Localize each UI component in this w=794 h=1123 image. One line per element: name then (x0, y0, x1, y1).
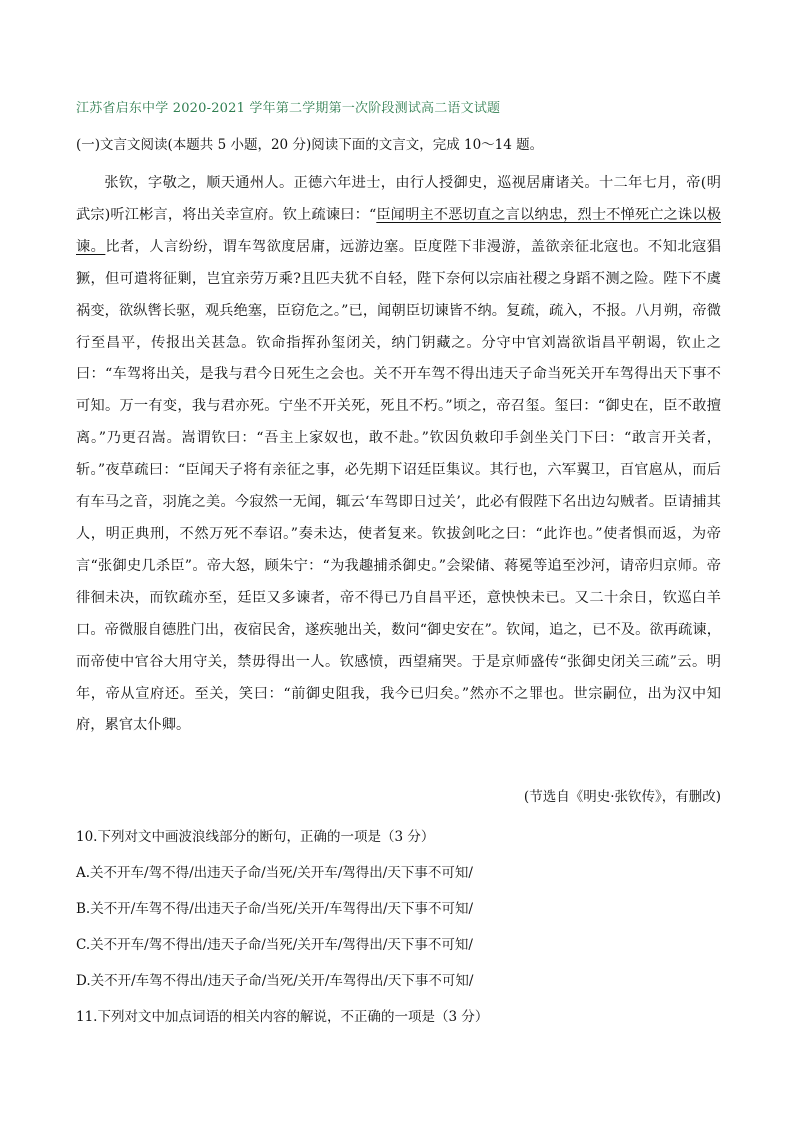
passage-text-before: 张钦，字敬之，顺天通州人。正德六年进士，由行人授御史，巡视居庸诸关。十二年七月，帝(明武宗)听江彬言，将出关幸宣府。钦上疏谏曰：“ (76, 175, 721, 223)
question-10-option-b: B.关不开/车驾不得/出违天子命/当死/关开/车驾得出/天下事不可知/ (76, 901, 474, 917)
question-10-option-d: D.关不开/车驾不得出/违天子命/当死/关开/车驾得出/天下事不可知/ (76, 973, 474, 989)
question-10-stem: 10.下列对文中画波浪线部分的断句，正确的一项是（3 分） (76, 829, 435, 845)
passage-underlined-sentence: 臣闻明主不恶切直之言以纳忠，烈士不惮死亡之诛以极谏。 (76, 206, 721, 255)
passage-source: (节选自《明史·张钦传》，有删改) (523, 789, 721, 805)
section-heading: (一)文言文阅读(本题共 5 小题，20 分)阅读下面的文言文，完成 10～14 题。 (76, 137, 544, 153)
question-11-stem: 11.下列对文中加点词语的相关内容的解说，不正确的一项是（3 分） (76, 1009, 489, 1025)
question-10-option-a: A.关不开车/驾不得/出违天子命/当死/关开车/驾得出/天下事不可知/ (76, 865, 473, 881)
question-10-option-c: C.关不开车/驾不得出/违天子命/当死/关开车/驾得出/天下事不可知/ (76, 937, 473, 953)
classical-chinese-passage (76, 168, 721, 742)
exam-title: 江苏省启东中学 2020-2021 学年第二学期第一次阶段测试高二语文试题 (76, 101, 501, 116)
passage-text-after: 比者，人言纷纷，谓车驾欲度居庸，远游边塞。臣度陛下非漫游，盖欲亲征北寇也。不知北寇猖獗，但可遣将征剿，岂宜亲劳万乘?且匹夫犹不自轻，陛下奈何以宗庙社稷之身蹈不测之险。陛下不虞祸变，欲纵辔长驱，观兵绝塞，臣窃危之。”已，闻朝臣切谏皆不纳。复疏，疏入，不报。八月朔，帝微行至昌平，传报出关甚急。钦命指挥孙玺闭关，纳门钥藏之。分守中官刘嵩欲诣昌平朝谒，钦止之曰：“车驾将出关，是我与君今日死生之会也。关不开车驾不得出违天子命当死关开车驾得出天下事不可知。万一有变，我与君亦死。宁坐不开关死，死且不朽。”顷之，帝召玺。玺曰：“御史在，臣不敢擅离。”乃更召嵩。嵩谓钦曰：“吾主上家奴也，敢不赴。”钦因负敕印手剑坐关门下曰：“敢言开关者，斩。”夜草疏曰：“臣闻天子将有亲征之事，必先期下诏廷臣集议。其行也，六军翼卫，百官扈从，而后有车马之音，羽旄之美。今寂然一无闻，辄云‘车驾即日过关’，此必有假陛下名出边勾贼者。臣请捕其人，明正典刑，不然万死不奉诏。”奏未达，使者复来。钦拔剑叱之曰：“此诈也。”使者惧而返，为帝言“张御史几杀臣”。帝大怒，顾朱宁：“为我趣捕杀御史。”会梁储、蒋冕等追至沙河，请帝归京师。帝徘徊未决，而钦疏亦至，廷臣又多谏者，帝不得已乃自昌平还，意怏怏未已。又二十余日，钦巡白羊口。帝微服自德胜门出，夜宿民舍，遂疾驰出关，数问“御史安在”。钦闻，追之，已不及。欲再疏谏，而帝使中官谷大用守关，禁毋得出一人。钦感愤，西望痛哭。于是京师盛传“张御史闭关三疏”云。明年，帝从宣府还。至关，笑曰：“前御史阻我，我今已归矣。”然亦不之罪也。世宗嗣位，出为汉中知府，累官太仆卿。 (76, 238, 722, 734)
